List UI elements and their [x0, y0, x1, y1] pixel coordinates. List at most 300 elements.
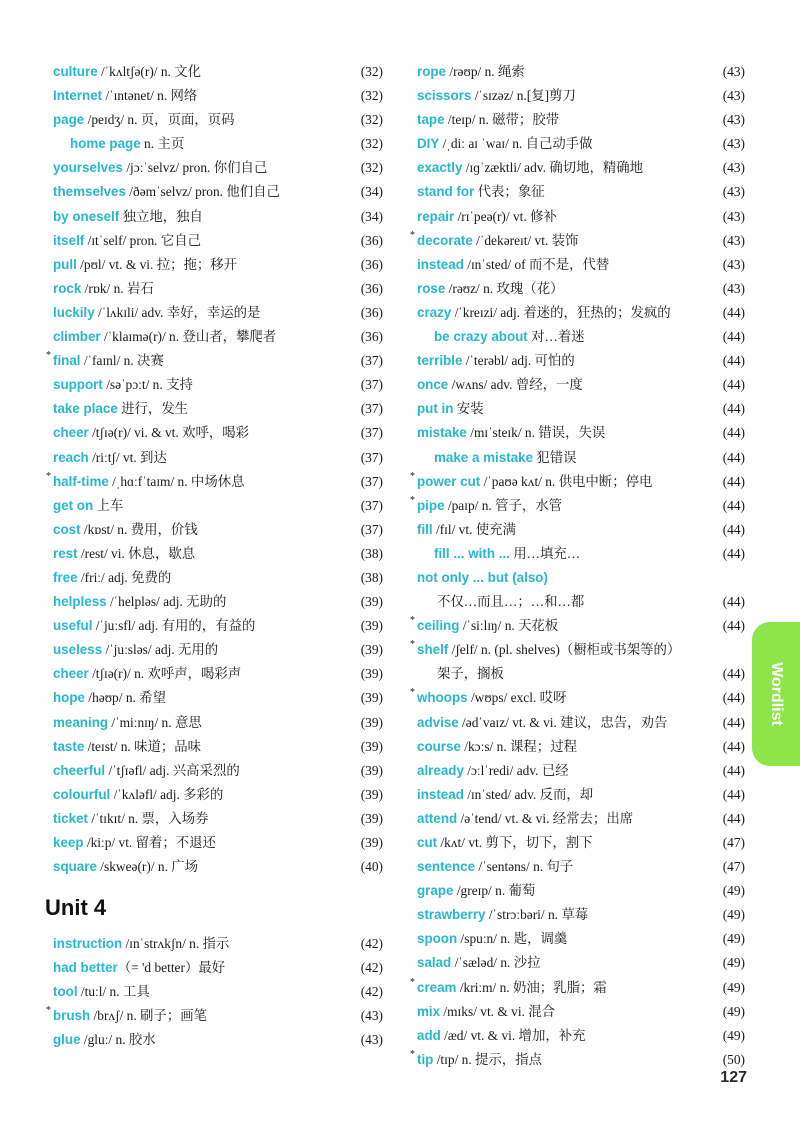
word-entry [53, 205, 383, 229]
word-entry [417, 1000, 745, 1024]
page-reference: (37) [360, 449, 383, 465]
headword: itself [53, 232, 85, 248]
page-reference: (49) [722, 883, 745, 899]
definition: /ɪnˈsted/ adv. 反而，却 [463, 786, 594, 802]
definition: /ˈfaɪnl/ n. 决赛 [80, 353, 164, 369]
page-reference: (49) [722, 931, 745, 947]
word-entry [53, 980, 383, 1004]
page-reference: (44) [722, 304, 745, 320]
headword: instead [417, 786, 464, 802]
key-word-marker: * [410, 1048, 415, 1060]
word-entry [417, 542, 745, 566]
word-entry [53, 421, 383, 445]
page-reference: (49) [722, 955, 745, 971]
key-word-marker: * [410, 470, 415, 482]
definition: /rəʊz/ n. 玫瑰（花） [445, 280, 564, 296]
headword: tool [53, 984, 78, 1000]
headword: sentence [417, 859, 476, 875]
word-entry [53, 60, 383, 84]
word-entry [417, 1024, 745, 1048]
headword: advise [417, 714, 459, 730]
word-entry [53, 566, 383, 590]
word-entry [417, 879, 745, 903]
headword: fill ... with ... [434, 545, 510, 561]
unit4-word-column [46, 932, 383, 1052]
word-entry [417, 301, 745, 325]
page-reference: (44) [722, 401, 745, 417]
key-word-marker: * [46, 1005, 51, 1017]
word-entry [53, 783, 383, 807]
key-word-marker: * [410, 494, 415, 506]
headword: themselves [53, 184, 126, 200]
page-reference: (39) [360, 690, 383, 706]
word-entry [410, 638, 745, 662]
definition: /greɪp/ n. 葡萄 [453, 883, 536, 899]
definition: /fɪl/ vt. 使充满 [432, 521, 516, 537]
headword: pipe [417, 497, 445, 513]
definition: /ˈklaɪmə(r)/ n. 登山者，攀爬者 [100, 329, 277, 345]
headword: stand for [417, 184, 475, 200]
headword: by oneself [53, 208, 120, 224]
definition: /pʊl/ vt. & vi. 拉；拖；移开 [76, 256, 238, 272]
page-reference: (39) [360, 738, 383, 754]
word-entry [417, 903, 745, 927]
definition: /ədˈvaɪz/ vt. & vi. 建议，忠告，劝告 [458, 714, 668, 730]
right-word-column [410, 60, 745, 1072]
headword: useful [53, 618, 93, 634]
definition: /brʌʃ/ n. 刷子；画笔 [90, 1008, 207, 1024]
headword: mix [417, 1003, 441, 1019]
page-reference: (43) [722, 256, 745, 272]
headword: page [53, 112, 85, 128]
key-word-marker: * [46, 470, 51, 482]
definition: /ˈterəbl/ adj. 可怕的 [462, 353, 575, 369]
headword: climber [53, 329, 101, 345]
page-reference: (36) [360, 280, 383, 296]
definition: /ˈlʌkɪli/ adv. 幸好，幸运的是 [94, 304, 261, 320]
headword: instead [417, 256, 464, 272]
word-entry [53, 686, 383, 710]
page-reference: (39) [360, 786, 383, 802]
page-reference: (43) [722, 232, 745, 248]
word-entry [417, 662, 745, 686]
page-reference: (37) [360, 353, 383, 369]
word-entry [410, 614, 745, 638]
headword: exactly [417, 160, 463, 176]
definition: /rɒk/ n. 岩石 [81, 280, 154, 296]
definition: 不仅…而且…；…和…都 [437, 594, 585, 610]
page-reference: (50) [722, 1051, 745, 1067]
word-entry [53, 132, 383, 156]
definition: /ɔːlˈredi/ adv. 已经 [463, 762, 569, 778]
page-reference: (40) [360, 859, 383, 875]
key-word-marker: * [410, 976, 415, 988]
word-entry [417, 180, 745, 204]
page-reference: (37) [360, 473, 383, 489]
definition: /teɪp/ n. 磁带；胶带 [444, 112, 560, 128]
word-entry [417, 397, 745, 421]
headword: put in [417, 401, 454, 417]
definition: 上车 [93, 497, 124, 513]
page-reference: (34) [360, 184, 383, 200]
page-reference: (43) [722, 208, 745, 224]
word-entry [53, 759, 383, 783]
definition: /kʌt/ vt. 剪下，切下，割下 [437, 835, 593, 850]
word-entry [53, 518, 383, 542]
page-reference: (39) [360, 835, 383, 850]
headword: repair [417, 208, 455, 224]
page-reference: (37) [360, 401, 383, 417]
word-entry [46, 349, 383, 373]
word-entry [53, 301, 383, 325]
page-reference: (37) [360, 521, 383, 537]
headword: crazy [417, 304, 452, 320]
word-entry [410, 1048, 745, 1072]
definition: /mɪˈsteɪk/ n. 错误，失误 [466, 425, 606, 441]
word-entry [46, 1004, 383, 1028]
word-entry [53, 373, 383, 397]
definition: /ˈsentəns/ n. 句子 [475, 859, 574, 875]
definition: /rɪˈpeə(r)/ vt. 修补 [454, 208, 557, 224]
headword: useless [53, 642, 103, 658]
word-entry [410, 229, 745, 253]
page-reference: (42) [360, 960, 383, 976]
word-entry [417, 446, 745, 470]
headword: taste [53, 738, 85, 754]
page-reference: (44) [722, 618, 745, 634]
page-reference: (32) [360, 160, 383, 176]
headword: pull [53, 256, 77, 272]
definition: /skweə(r)/ n. 广场 [96, 859, 199, 875]
page-reference: (49) [722, 1003, 745, 1019]
page-reference: (44) [722, 714, 745, 730]
headword: decorate [417, 232, 473, 248]
definition: /həʊp/ n. 希望 [85, 690, 166, 706]
word-entry [417, 735, 745, 759]
definition: /ˈstrɔːbəri/ n. 草莓 [485, 907, 589, 923]
page-reference: (44) [722, 521, 745, 537]
headword: tip [417, 1051, 434, 1067]
page-reference: (44) [722, 377, 745, 393]
page-reference: (44) [722, 762, 745, 778]
word-entry [410, 494, 745, 518]
key-word-marker: * [410, 615, 415, 627]
headword: ticket [53, 810, 88, 826]
page-reference: (44) [722, 329, 745, 345]
word-entry [417, 373, 745, 397]
page-reference: (43) [722, 88, 745, 104]
headword: brush [53, 1008, 91, 1024]
word-entry [53, 855, 383, 879]
word-entry [417, 132, 745, 156]
definition: /friː/ adj. 免费的 [77, 569, 172, 585]
word-entry [53, 84, 383, 108]
page-reference: (49) [722, 979, 745, 995]
headword: free [53, 569, 78, 585]
headword: keep [53, 835, 84, 850]
headword: take place [53, 401, 118, 417]
definition: /ˈkreɪzi/ adj. 着迷的，狂热的；发疯的 [451, 304, 671, 320]
headword: cream [417, 979, 457, 995]
definition: /ɪɡˈzæktli/ adv. 确切地，精确地 [462, 160, 644, 176]
word-entry [53, 932, 383, 956]
definition: 进行，发生 [117, 401, 189, 417]
definition: /əˈtend/ vt. & vi. 经常去；出席 [457, 810, 634, 826]
definition: /ˈsɪzəz/ n.[复]剪刀 [471, 88, 576, 104]
page-reference: (36) [360, 329, 383, 345]
definition: /ˈsæləd/ n. 沙拉 [451, 955, 541, 971]
word-entry [53, 180, 383, 204]
page-reference: (43) [360, 1008, 383, 1024]
definition: /rəʊp/ n. 绳索 [446, 64, 525, 79]
headword: power cut [417, 473, 481, 489]
word-entry [417, 566, 745, 590]
headword: colourful [53, 786, 111, 802]
page-reference: (42) [360, 984, 383, 1000]
word-entry [53, 662, 383, 686]
page-reference: (47) [722, 835, 745, 850]
word-entry [417, 205, 745, 229]
word-entry [417, 84, 745, 108]
headword: luckily [53, 304, 95, 320]
definition: （= 'd better）最好 [117, 960, 226, 976]
definition: /ˈtɪkɪt/ n. 票，入场券 [87, 810, 209, 826]
key-word-marker: * [46, 350, 51, 362]
definition: /spuːn/ n. 匙，调羹 [457, 931, 568, 947]
page-reference: (32) [360, 136, 383, 152]
page-reference: (44) [722, 449, 745, 465]
word-entry [417, 518, 745, 542]
definition: 独立地，独自 [119, 208, 203, 224]
page-reference: (44) [722, 594, 745, 610]
headword: culture [53, 64, 98, 79]
word-entry [53, 711, 383, 735]
headword: instruction [53, 936, 123, 951]
definition: /tʃɪə(r)/ vi. & vt. 欢呼，喝彩 [88, 425, 250, 441]
word-entry [53, 956, 383, 980]
definition: /ɪtˈself/ pron. 它自己 [84, 232, 202, 248]
headword: fill [417, 521, 433, 537]
headword: Internet [53, 88, 103, 104]
word-entry [417, 253, 745, 277]
page-reference: (32) [360, 64, 383, 79]
headword: attend [417, 810, 458, 826]
page-reference: (39) [360, 762, 383, 778]
word-entry [53, 325, 383, 349]
wordlist-tab-label: Wordlist [768, 662, 785, 726]
page-reference: (34) [360, 208, 383, 224]
page-reference: (37) [360, 425, 383, 441]
word-entry [417, 590, 745, 614]
page-reference: (44) [722, 497, 745, 513]
headword: grape [417, 883, 454, 899]
headword: rope [417, 64, 447, 79]
page-reference: (43) [722, 136, 745, 152]
word-entry [53, 735, 383, 759]
definition: 犯错误 [533, 449, 577, 465]
headword: add [417, 1027, 441, 1043]
headword: course [417, 738, 461, 754]
definition: /wʌns/ adv. 曾经，一度 [448, 377, 583, 393]
definition: 对…着迷 [527, 329, 585, 345]
headword: DIY [417, 136, 440, 152]
headword: rest [53, 545, 78, 561]
definition: /tuːl/ n. 工具 [77, 984, 150, 1000]
page-reference: (43) [360, 1032, 383, 1048]
definition: /ˈkʌləfl/ adj. 多彩的 [110, 786, 224, 802]
page-reference: (43) [722, 184, 745, 200]
page-reference: (43) [722, 160, 745, 176]
headword: ceiling [417, 618, 460, 634]
headword: final [53, 353, 81, 369]
word-entry [53, 494, 383, 518]
page-reference: (44) [722, 353, 745, 369]
definition: /tɪp/ n. 提示，指点 [433, 1051, 542, 1067]
word-entry [53, 156, 383, 180]
definition: /ˈtʃɪəfl/ adj. 兴高采烈的 [105, 762, 240, 778]
headword: helpless [53, 594, 107, 610]
page-reference: (44) [722, 810, 745, 826]
definition: /mɪks/ vt. & vi. 混合 [440, 1003, 556, 1019]
definition: /æd/ vt. & vi. 增加，补充 [440, 1027, 586, 1043]
page-reference: (39) [360, 714, 383, 730]
word-entry [417, 277, 745, 301]
headword: cheer [53, 425, 89, 441]
headword: meaning [53, 714, 109, 730]
headword: rose [417, 280, 446, 296]
page-reference: (44) [722, 545, 745, 561]
word-entry [53, 831, 383, 855]
word-entry [417, 325, 745, 349]
headword: cheer [53, 666, 89, 682]
definition: /ɪnˈsted/ of 而不是，代替 [463, 256, 610, 272]
headword: salad [417, 955, 452, 971]
headword: hope [53, 690, 85, 706]
word-entry [417, 927, 745, 951]
definition: /teɪst/ n. 味道；品味 [84, 738, 202, 754]
page-reference: (49) [722, 907, 745, 923]
headword: rock [53, 280, 82, 296]
definition: /ˈjuːsləs/ adj. 无用的 [102, 642, 219, 658]
page-reference: (47) [722, 859, 745, 875]
word-entry [53, 638, 383, 662]
page-reference: (44) [722, 690, 745, 706]
word-entry [417, 349, 745, 373]
page-reference: (37) [360, 497, 383, 513]
definition: /kriːm/ n. 奶油；乳脂；霜 [456, 979, 607, 995]
definition: /kɔːs/ n. 课程；过程 [460, 738, 577, 754]
headword: yourselves [53, 160, 123, 176]
headword: cheerful [53, 762, 106, 778]
headword: once [417, 377, 449, 393]
page-reference: (37) [360, 377, 383, 393]
page-reference: (49) [722, 1027, 745, 1043]
headword: support [53, 377, 103, 393]
headword: home page [70, 136, 141, 152]
definition: /ɪnˈstrʌkʃn/ n. 指示 [122, 936, 230, 951]
definition: /jɔːˈselvz/ pron. 你们自己 [122, 160, 268, 176]
word-entry [410, 470, 745, 494]
word-entry [417, 831, 745, 855]
word-entry [53, 446, 383, 470]
definition: /ˈpaʊə kʌt/ n. 供电中断；停电 [480, 473, 653, 489]
left-word-column [46, 60, 383, 879]
word-entry [417, 421, 745, 445]
page-reference: (32) [360, 88, 383, 104]
headword: mistake [417, 425, 467, 441]
page-reference: (39) [360, 594, 383, 610]
page-reference: (36) [360, 232, 383, 248]
page-reference: (39) [360, 810, 383, 826]
page-reference: (44) [722, 786, 745, 802]
definition: 用…填充… [509, 545, 581, 561]
definition: /ˈɪntənet/ n. 网络 [102, 88, 198, 104]
headword: make a mistake [434, 449, 534, 465]
definition: 安装 [453, 401, 484, 417]
unit-heading: Unit 4 [45, 895, 107, 920]
definition: /ˈdekəreɪt/ vt. 装饰 [472, 232, 579, 248]
key-word-marker: * [410, 639, 415, 651]
word-entry [53, 1028, 383, 1052]
word-entry [53, 614, 383, 638]
page-reference: (36) [360, 304, 383, 320]
word-entry [417, 783, 745, 807]
page-reference: (39) [360, 666, 383, 682]
headword: not only ... but (also) [417, 569, 548, 585]
word-entry [53, 277, 383, 301]
definition: n. 主页 [140, 136, 185, 152]
wordlist-tab[interactable] [752, 622, 800, 766]
page-reference: (44) [722, 666, 745, 682]
word-entry [417, 951, 745, 975]
page-reference: (43) [722, 64, 745, 79]
page-reference: (39) [360, 642, 383, 658]
word-entry [53, 229, 383, 253]
headword: scissors [417, 88, 472, 104]
headword: get on [53, 497, 94, 513]
headword: spoon [417, 931, 458, 947]
definition: /ʃelf/ n. (pl. shelves)（橱柜或书架等的） [448, 642, 681, 658]
word-entry [410, 976, 745, 1000]
definition: /gluː/ n. 胶水 [80, 1032, 156, 1048]
word-entry [417, 807, 745, 831]
word-entry [53, 108, 383, 132]
definition: /wʊps/ excl. 哎呀 [467, 690, 567, 706]
headword: cost [53, 521, 81, 537]
headword: half-time [53, 473, 109, 489]
page-reference: (43) [722, 280, 745, 296]
page-reference: (44) [722, 738, 745, 754]
headword: cut [417, 835, 438, 850]
word-entry [53, 397, 383, 421]
word-entry [417, 855, 745, 879]
word-entry [410, 686, 745, 710]
word-entry [417, 108, 745, 132]
page-reference: (32) [360, 112, 383, 128]
key-word-marker: * [410, 687, 415, 699]
word-entry [417, 759, 745, 783]
definition: /ˈhelpləs/ adj. 无助的 [106, 594, 227, 610]
page-reference: (43) [722, 112, 745, 128]
word-entry [53, 807, 383, 831]
page-reference: (44) [722, 425, 745, 441]
word-entry [417, 711, 745, 735]
headword: terrible [417, 353, 463, 369]
definition: /ˈmiːnɪŋ/ n. 意思 [108, 714, 202, 730]
definition: /ˌdiː aɪ ˈwaɪ/ n. 自己动手做 [439, 136, 593, 152]
definition: /ˈsiːlɪŋ/ n. 天花板 [459, 618, 559, 634]
headword: tape [417, 112, 445, 128]
